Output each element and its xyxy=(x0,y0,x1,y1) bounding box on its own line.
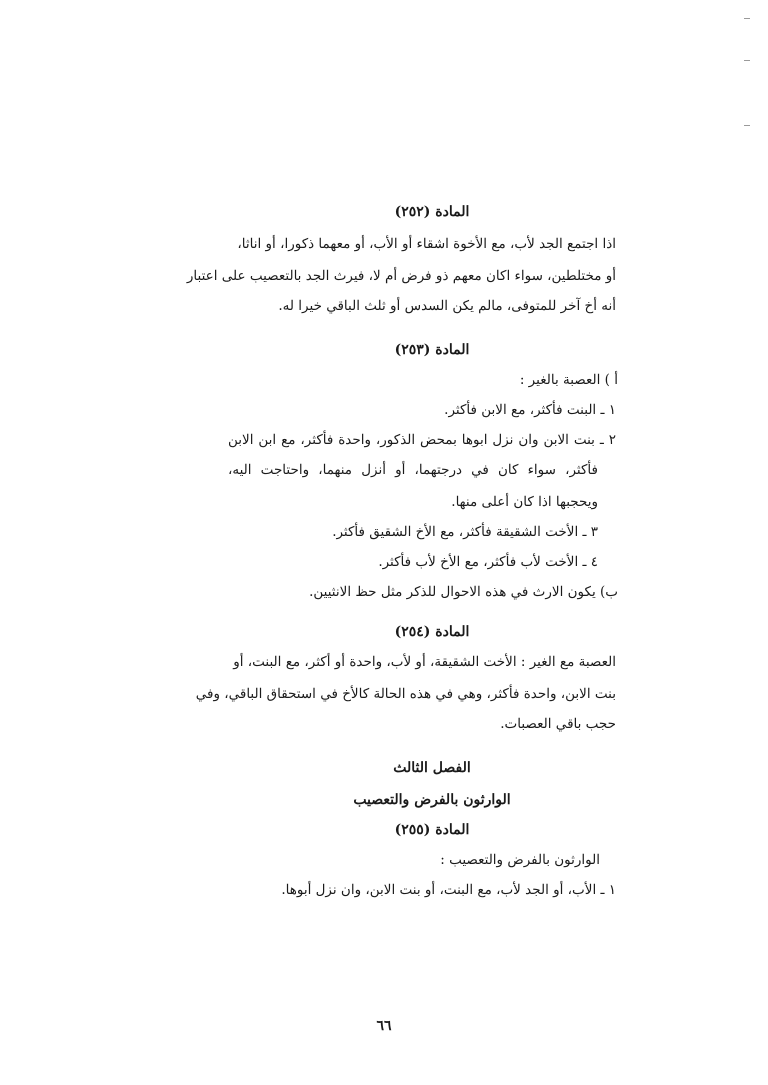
article-252-line-2: أو مختلطين، سواء اكان معهم ذو فرض أم لا، فيرث الجد بالتعصيب على اعتبار xyxy=(186,268,616,284)
chapter-subtitle: الوارثون بالفرض والتعصيب xyxy=(353,792,511,808)
article-252-line-1: اذا اجتمع الجد لأب، مع الأخوة اشقاء أو الأب، أو معهما ذكورا، أو اناثا، xyxy=(237,236,616,252)
article-255-line-2: ١ ـ الأب، أو الجد لأب، مع البنت، أو بنت الابن، وان نزل أبوها. xyxy=(281,882,616,898)
article-253-line-4: فأكثر، سواء كان في درجتهما، أو أنزل منهما، واحتاجت اليه، xyxy=(228,462,598,478)
article-255-line-1: الوارثون بالفرض والتعصيب : xyxy=(440,852,600,868)
article-253-line-2: ١ ـ البنت فأكثر، مع الابن فأكثر. xyxy=(444,402,616,418)
article-253-line-8: ب) يكون الارث في هذه الاحوال للذكر مثل حظ الانثيين. xyxy=(309,584,618,600)
article-253-line-5: ويحجبها اذا كان أعلى منها. xyxy=(451,494,598,510)
article-253-line-3: ٢ ـ بنت الابن وان نزل ابوها بمحض الذكور، واحدة فأكثر، مع ابن الابن xyxy=(228,432,616,448)
article-254-line-3: حجب باقي العصبات. xyxy=(500,716,616,732)
article-254-heading: المادة (٢٥٤) xyxy=(394,624,470,640)
article-255-heading: المادة (٢٥٥) xyxy=(394,822,470,838)
margin-mark xyxy=(744,125,750,126)
article-253-line-1: أ ) العصبة بالغير : xyxy=(519,372,618,388)
article-253-line-6: ٣ ـ الأخت الشقيقة فأكثر، مع الأخ الشقيق فأكثر. xyxy=(332,524,598,540)
article-252-heading: المادة (٢٥٢) xyxy=(394,204,470,220)
margin-mark xyxy=(744,18,750,19)
article-253-heading: المادة (٢٥٣) xyxy=(394,342,470,358)
margin-mark xyxy=(744,60,750,61)
chapter-title: الفصل الثالث xyxy=(393,760,471,776)
article-254-line-1: العصبة مع الغير : الأخت الشقيقة، أو لأب، واحدة أو أكثر، مع البنت، أو xyxy=(233,654,616,670)
article-252-line-3: أنه أخ آخر للمتوفى، مالم يكن السدس أو ثلث الباقي خيرا له. xyxy=(278,298,616,314)
page-number: ٦٦ xyxy=(376,1018,392,1034)
article-254-line-2: بنت الابن، واحدة فأكثر، وهي في هذه الحالة كالأخ في استحقاق الباقي، وفي xyxy=(195,686,616,702)
article-253-line-7: ٤ ـ الأخت لأب فأكثر، مع الأخ لأب فأكثر. xyxy=(378,554,598,570)
